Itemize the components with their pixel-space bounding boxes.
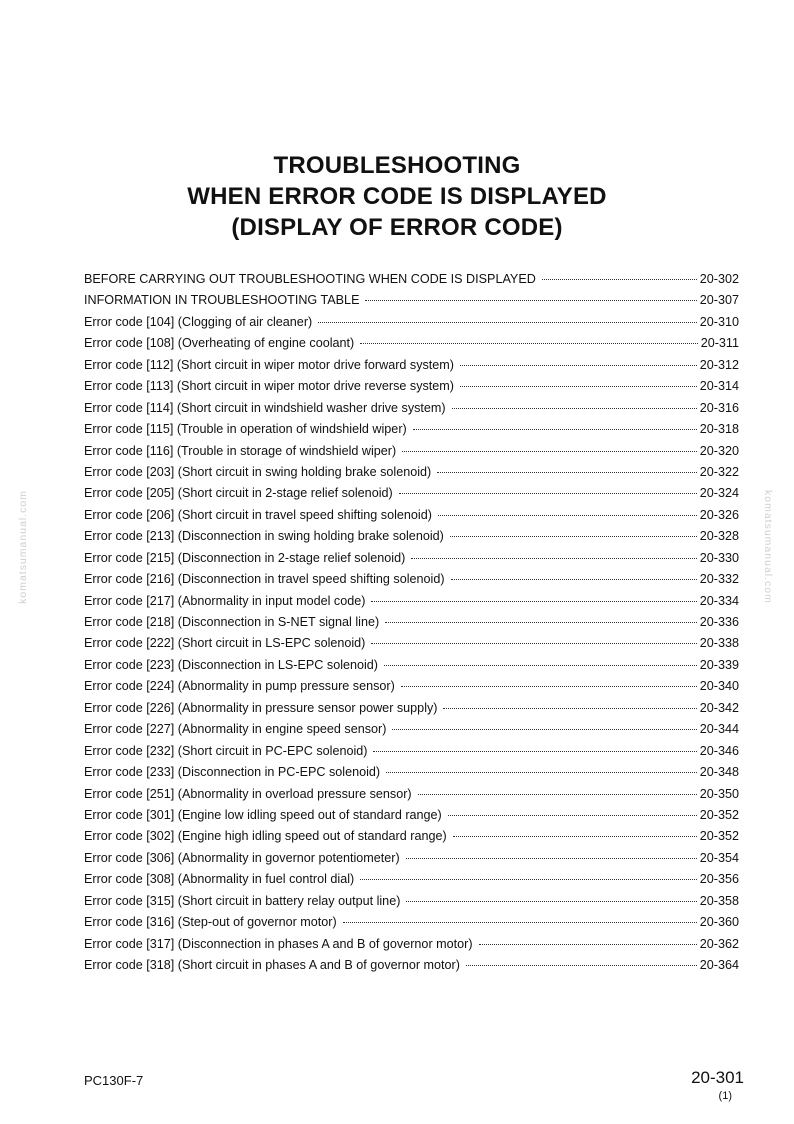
dot-leader [460,365,697,366]
dot-leader [437,472,697,473]
toc-entry-page: 20-348 [699,765,739,780]
footer-revision: (1) [718,1090,732,1102]
toc-entry [84,401,739,422]
toc-entry [84,358,739,379]
toc-entry-label: Error code [317] (Disconnection in phases A and B of governor motor) [84,936,473,951]
toc-entry [84,744,739,765]
toc-entry-page: 20-318 [699,422,739,437]
dot-leader [418,794,697,795]
dot-leader [451,579,697,580]
toc-entry-label: Error code [213] (Disconnection in swing holding brake solenoid) [84,529,444,544]
toc-entry-label: Error code [306] (Abnormality in governor potentiometer) [84,850,400,865]
toc-entry-label: Error code [302] (Engine high idling speed out of standard range) [84,829,447,844]
toc-entry-page: 20-338 [699,636,739,651]
toc-entry [84,422,739,443]
toc-entry-page: 20-324 [699,486,739,501]
page-title [0,150,794,243]
dot-leader [438,515,697,516]
toc-entry-label: Error code [251] (Abnormality in overload pressure sensor) [84,786,412,801]
footer-model: PC130F-7 [84,1073,144,1088]
toc-entry [84,293,739,314]
toc-entry-page: 20-302 [699,272,739,286]
title-line-3: (DISPLAY OF ERROR CODE) [231,214,563,241]
toc-entry [84,808,739,829]
watermark-left: komatsumanual.com [17,490,29,604]
dot-leader [399,493,697,494]
toc-entry-label: Error code [116] (Trouble in storage of windshield wiper) [84,443,397,458]
title-line-2: WHEN ERROR CODE IS DISPLAYED [187,183,607,210]
toc-entry-page: 20-362 [699,936,739,951]
toc-entry-label: Error code [206] (Short circuit in travel speed shifting solenoid) [84,507,432,522]
toc-entry-label: Error code [114] (Short circuit in windshield washer drive system) [84,400,446,415]
toc-entry [84,765,739,786]
toc-entry-page: 20-310 [699,314,739,329]
dot-leader [411,558,696,559]
dot-leader [343,922,697,923]
dot-leader [401,686,697,687]
dot-leader [443,708,696,709]
toc-entry-page: 20-340 [699,679,739,694]
toc-entry [84,679,739,700]
toc-entry-page: 20-312 [699,357,739,372]
dot-leader [385,622,697,623]
toc-entry-label: Error code [315] (Short circuit in battery relay output line) [84,893,401,908]
dot-leader [450,536,697,537]
toc-entry-page: 20-330 [699,550,739,565]
toc-entry-label: Error code [218] (Disconnection in S-NET signal line) [84,615,380,629]
toc-entry [84,787,739,808]
toc-entry-label: Error code [227] (Abnormality in engine speed sensor) [84,722,387,737]
toc-entry-label: Error code [301] (Engine low idling speed out of standard range) [84,807,442,822]
toc-entry-page: 20-354 [699,850,739,865]
toc-entry [84,315,739,336]
toc-entry-label: Error code [308] (Abnormality in fuel control dial) [84,872,355,887]
toc-entry-label: Error code [108] (Overheating of engine coolant) [84,336,355,351]
toc-entry-label: Error code [215] (Disconnection in 2-stage relief solenoid) [84,550,406,565]
footer-page-number: 20-301 [691,1068,744,1087]
dot-leader [402,451,697,452]
toc-entry-label: BEFORE CARRYING OUT TROUBLESHOOTING WHEN CODE IS DISPLAYED [84,272,536,286]
toc-entry [84,851,739,872]
dot-leader [406,858,697,859]
toc-entry-page: 20-358 [699,893,739,908]
toc-entry-label: Error code [112] (Short circuit in wiper motor drive forward system) [84,357,454,372]
toc-entry-label: Error code [222] (Short circuit in LS-EPC solenoid) [84,636,366,651]
toc-entry-page: 20-356 [699,872,739,887]
toc-entry-label: Error code [113] (Short circuit in wiper motor drive reverse system) [84,379,454,394]
toc-entry-page: 20-350 [699,786,739,801]
dot-leader [413,429,697,430]
toc-entry-page: 20-352 [699,829,739,844]
toc-entry-label: Error code [232] (Short circuit in PC-EPC solenoid) [84,743,368,758]
title-line-1: TROUBLESHOOTING [273,152,521,179]
dot-leader [453,836,697,837]
toc-entry-label: INFORMATION IN TROUBLESHOOTING TABLE [84,293,360,308]
dot-leader [448,815,697,816]
toc-entry-label: Error code [203] (Short circuit in swing holding brake solenoid) [84,464,432,479]
toc-entry-label: Error code [316] (Step-out of governor motor) [84,915,337,930]
dot-leader [452,408,697,409]
toc-entry [84,529,739,550]
toc-entry-page: 20-314 [699,379,739,394]
toc-entry-label: Error code [223] (Disconnection in LS-EPC solenoid) [84,657,378,672]
toc-entry-page: 20-332 [699,572,739,587]
dot-leader [360,343,697,344]
dot-leader [384,665,697,666]
toc-entry-page: 20-352 [699,807,739,822]
toc-entry-page: 20-342 [699,700,739,715]
toc-entry-label: Error code [216] (Disconnection in travel speed shifting solenoid) [84,572,445,587]
toc-entry [84,444,739,465]
toc-entry-page: 20-328 [699,529,739,544]
watermark-right: komatsumanual.com [762,490,774,604]
toc-entry-label: Error code [226] (Abnormality in pressure sensor power supply) [84,700,438,715]
toc-entry-page: 20-344 [699,722,739,737]
dot-leader [406,901,696,902]
dot-leader [371,643,696,644]
dot-leader [466,965,697,966]
toc-entry [84,615,739,636]
toc-entry [84,872,739,893]
toc-entry-page: 20-316 [699,400,739,415]
toc-entry [84,915,739,936]
toc-entry [84,937,739,958]
toc-entry-label: Error code [115] (Trouble in operation of windshield wiper) [84,422,407,437]
toc-entry [84,508,739,529]
toc-entry-label: Error code [233] (Disconnection in PC-EPC solenoid) [84,765,381,780]
dot-leader [318,322,697,323]
dot-leader [371,601,696,602]
dot-leader [542,279,697,280]
toc-entry-page: 20-339 [699,657,739,672]
toc-entry-label: Error code [104] (Clogging of air cleaner) [84,314,313,329]
toc-entry-page: 20-364 [699,958,739,972]
table-of-contents [84,272,739,979]
toc-entry [84,829,739,850]
toc-entry-label: Error code [217] (Abnormality in input model code) [84,593,366,608]
toc-entry [84,272,739,293]
toc-entry-page: 20-360 [699,915,739,930]
dot-leader [365,300,696,301]
dot-leader [373,751,696,752]
dot-leader [386,772,697,773]
toc-entry [84,486,739,507]
toc-entry [84,958,739,979]
toc-entry-label: Error code [224] (Abnormality in pump pressure sensor) [84,679,395,694]
dot-leader [360,879,697,880]
toc-entry [84,636,739,657]
toc-entry [84,551,739,572]
toc-entry [84,336,739,357]
toc-entry-label: Error code [318] (Short circuit in phases A and B of governor motor) [84,958,460,972]
toc-entry-page: 20-326 [699,507,739,522]
toc-entry [84,658,739,679]
toc-entry [84,572,739,593]
dot-leader [479,944,697,945]
toc-entry [84,701,739,722]
toc-entry-label: Error code [205] (Short circuit in 2-stage relief solenoid) [84,486,393,501]
toc-entry [84,722,739,743]
toc-entry-page: 20-346 [699,743,739,758]
dot-leader [392,729,696,730]
dot-leader [460,386,697,387]
toc-entry-page: 20-307 [699,293,739,308]
toc-entry-page: 20-311 [700,336,739,351]
toc-entry [84,465,739,486]
toc-entry-page: 20-320 [699,443,739,458]
toc-entry-page: 20-334 [699,593,739,608]
toc-entry [84,379,739,400]
toc-entry-page: 20-336 [699,615,739,629]
toc-entry [84,894,739,915]
toc-entry-page: 20-322 [699,464,739,479]
toc-entry [84,594,739,615]
